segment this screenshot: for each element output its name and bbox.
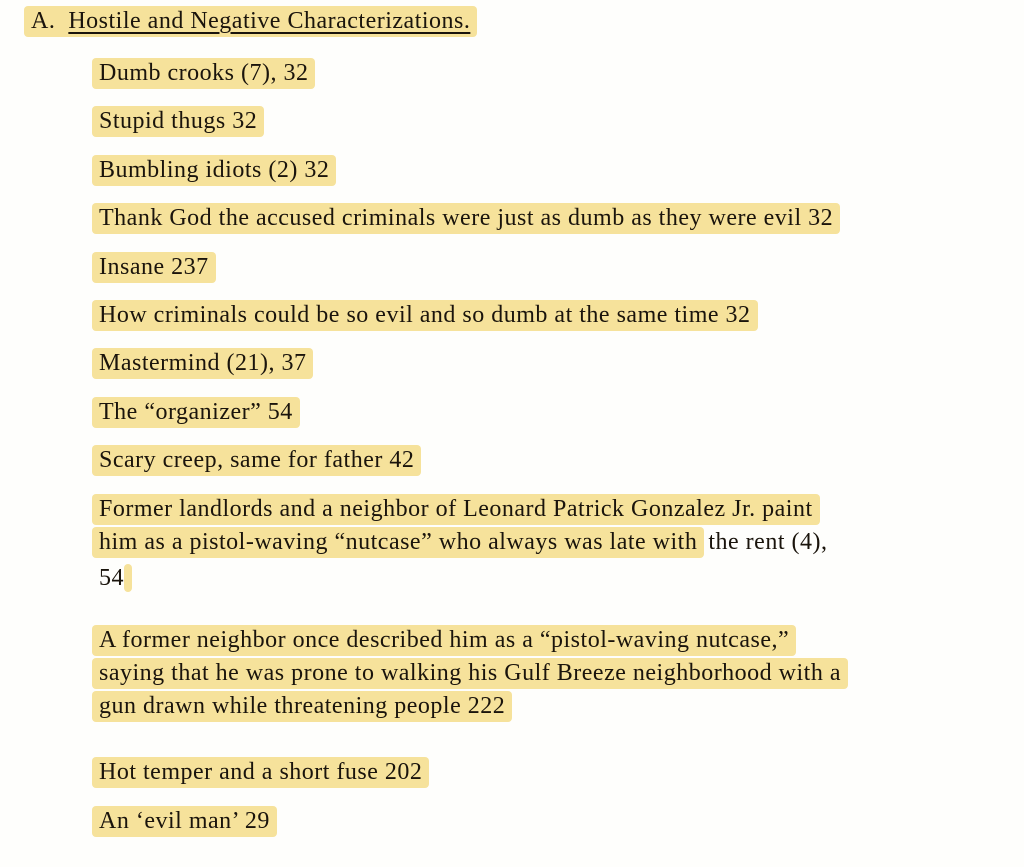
entry-neighbor-line2: [92, 662, 848, 685]
index-entry: [92, 449, 421, 472]
index-entry: [92, 256, 216, 279]
highlighted-text: saying that he was prone to walking his Gulf Breeze neighborhood with a: [92, 658, 848, 689]
highlighted-text: Dumb crooks (7), 32: [92, 58, 315, 89]
index-entry: [92, 159, 336, 182]
index-entry: [92, 62, 315, 85]
highlighted-text: him as a pistol-waving “nutcase” who always was late with: [92, 527, 704, 558]
highlighted-text: Former landlords and a neighbor of Leonard Patrick Gonzalez Jr. paint: [92, 494, 820, 525]
highlighted-text: An ‘evil man’ 29: [92, 806, 277, 837]
entry-landlords-line1: [92, 498, 820, 521]
highlighted-text: Mastermind (21), 37: [92, 348, 313, 379]
highlighted-text: Scary creep, same for father 42: [92, 445, 421, 476]
entry-neighbor-line3: [92, 695, 512, 718]
index-entry: [92, 110, 264, 133]
highlighted-text: Stupid thugs 32: [92, 106, 264, 137]
highlighted-text: Insane 237: [92, 252, 216, 283]
plain-text: the rent (4),: [708, 529, 828, 555]
heading-title: Hostile and Negative Characterizations.: [68, 8, 471, 34]
index-entry: [92, 401, 300, 424]
index-entry: [92, 761, 429, 784]
highlighted-text: A former neighbor once described him as a “pistol-waving nutcase,”: [92, 625, 796, 656]
highlighted-text: Bumbling idiots (2) 32: [92, 155, 336, 186]
highlighted-text: Hot temper and a short fuse 202: [92, 757, 429, 788]
index-entry: [92, 352, 313, 375]
index-entry: [92, 304, 758, 327]
index-entry: [92, 810, 277, 833]
heading-highlight: [24, 6, 477, 37]
entry-neighbor-line1: [92, 629, 796, 652]
highlight-mark: [124, 564, 132, 592]
highlighted-text: How criminals could be so evil and so dumb at the same time 32: [92, 300, 758, 331]
highlighted-text: The “organizer” 54: [92, 397, 300, 428]
entry-landlords-line2: [92, 531, 827, 554]
section-heading: [24, 10, 477, 33]
heading-label: A.: [31, 8, 56, 34]
plain-text: 54: [99, 565, 124, 591]
entry-landlords-line3: [99, 564, 132, 592]
index-entry: [92, 207, 840, 230]
highlighted-text: Thank God the accused criminals were just as dumb as they were evil 32: [92, 203, 840, 234]
highlighted-text: gun drawn while threatening people 222: [92, 691, 512, 722]
